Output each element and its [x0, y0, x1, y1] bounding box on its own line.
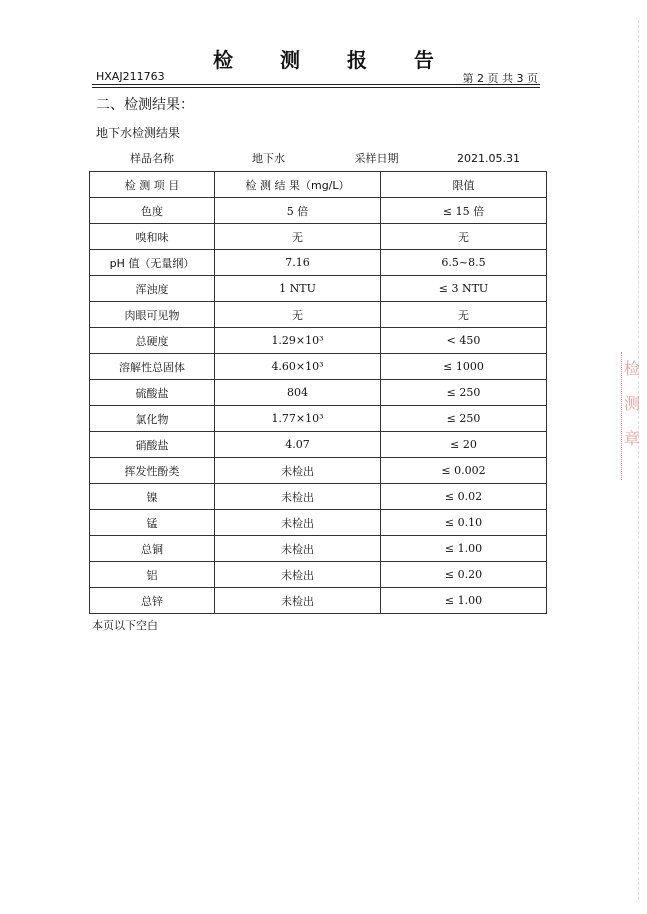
cell-limit: < 450: [381, 328, 547, 354]
table-row: [90, 354, 547, 380]
cell-item: 铝: [90, 562, 215, 588]
table-row: [90, 276, 547, 302]
cell-result: 1 NTU: [215, 276, 381, 302]
cell-limit: ≤ 1000: [381, 354, 547, 380]
cell-result: 4.60×10³: [215, 354, 381, 380]
table-header-row: [90, 172, 547, 198]
cell-result: 1.29×10³: [215, 328, 381, 354]
cell-item: 色度: [90, 198, 215, 224]
sample-name-label: 样品名称: [130, 152, 174, 165]
cell-item: 总铜: [90, 536, 215, 562]
cell-limit: ≤ 1.00: [381, 588, 547, 614]
cell-limit: 6.5~8.5: [381, 250, 547, 276]
cell-limit: ≤ 1.00: [381, 536, 547, 562]
table-row: [90, 484, 547, 510]
header-limit: 限值: [381, 172, 547, 198]
table-row: [90, 562, 547, 588]
cell-item: 挥发性酚类: [90, 458, 215, 484]
cell-limit: ≤ 20: [381, 432, 547, 458]
report-title: 检 测 报 告: [213, 48, 454, 72]
cell-item: 浑浊度: [90, 276, 215, 302]
cell-item: 硝酸盐: [90, 432, 215, 458]
cell-item: 硫酸盐: [90, 380, 215, 406]
cell-item: pH 值（无量纲）: [90, 250, 215, 276]
subsection-title: 地下水检测结果: [96, 126, 181, 140]
cell-item: 溶解性总固体: [90, 354, 215, 380]
cell-item: 总锌: [90, 588, 215, 614]
cell-result: 未检出: [215, 562, 381, 588]
cell-limit: ≤ 250: [381, 406, 547, 432]
sample-name-value: 地下水: [252, 152, 285, 165]
table-row: [90, 536, 547, 562]
table-row: [90, 198, 547, 224]
table-row: [90, 406, 547, 432]
table-row: [90, 250, 547, 276]
cell-item: 肉眼可见物: [90, 302, 215, 328]
report-number: HXAJ211763: [96, 70, 165, 83]
cell-limit: ≤ 0.02: [381, 484, 547, 510]
table-row: [90, 224, 547, 250]
cell-result: 未检出: [215, 588, 381, 614]
table-row: [90, 380, 547, 406]
cell-result: 1.77×10³: [215, 406, 381, 432]
sample-info-row: [90, 145, 547, 172]
cell-limit: ≤ 0.20: [381, 562, 547, 588]
table-row: [90, 302, 547, 328]
table-row: [90, 458, 547, 484]
cell-limit: ≤ 0.10: [381, 510, 547, 536]
cell-result: 7.16: [215, 250, 381, 276]
cell-item: 嗅和味: [90, 224, 215, 250]
seal-stamp-fragment: 检 测 章: [621, 352, 642, 480]
header-rule-thin: [92, 87, 540, 88]
section-title: 二、检测结果：: [96, 97, 194, 113]
cell-limit: ≤ 3 NTU: [381, 276, 547, 302]
cell-result: 未检出: [215, 536, 381, 562]
table-row: [90, 328, 547, 354]
cell-result: 无: [215, 302, 381, 328]
cell-result: 未检出: [215, 484, 381, 510]
cell-result: 4.07: [215, 432, 381, 458]
cell-result: 804: [215, 380, 381, 406]
cell-item: 氯化物: [90, 406, 215, 432]
results-table: [89, 145, 547, 614]
cell-result: 无: [215, 224, 381, 250]
header-result: 检 测 结 果（mg/L）: [215, 172, 381, 198]
sample-date-label: 采样日期: [354, 152, 399, 165]
table-row: [90, 588, 547, 614]
cell-result: 未检出: [215, 458, 381, 484]
table-row: [90, 432, 547, 458]
cell-limit: ≤ 0.002: [381, 458, 547, 484]
cell-limit: 无: [381, 224, 547, 250]
cell-limit: ≤ 250: [381, 380, 547, 406]
cell-item: 镍: [90, 484, 215, 510]
cell-result: 5 倍: [215, 198, 381, 224]
page-info: 第 2 页 共 3 页: [462, 72, 538, 85]
header-item: 检 测 项 目: [90, 172, 215, 198]
cell-result: 未检出: [215, 510, 381, 536]
cell-item: 总硬度: [90, 328, 215, 354]
report-header: [92, 70, 540, 84]
sample-date-value: 2021.05.31: [457, 151, 520, 165]
blank-below-note: 本页以下空白: [92, 619, 158, 632]
header-rule-thick: [92, 84, 540, 85]
cell-limit: ≤ 15 倍: [381, 198, 547, 224]
cell-limit: 无: [381, 302, 547, 328]
cell-item: 锰: [90, 510, 215, 536]
table-row: [90, 510, 547, 536]
